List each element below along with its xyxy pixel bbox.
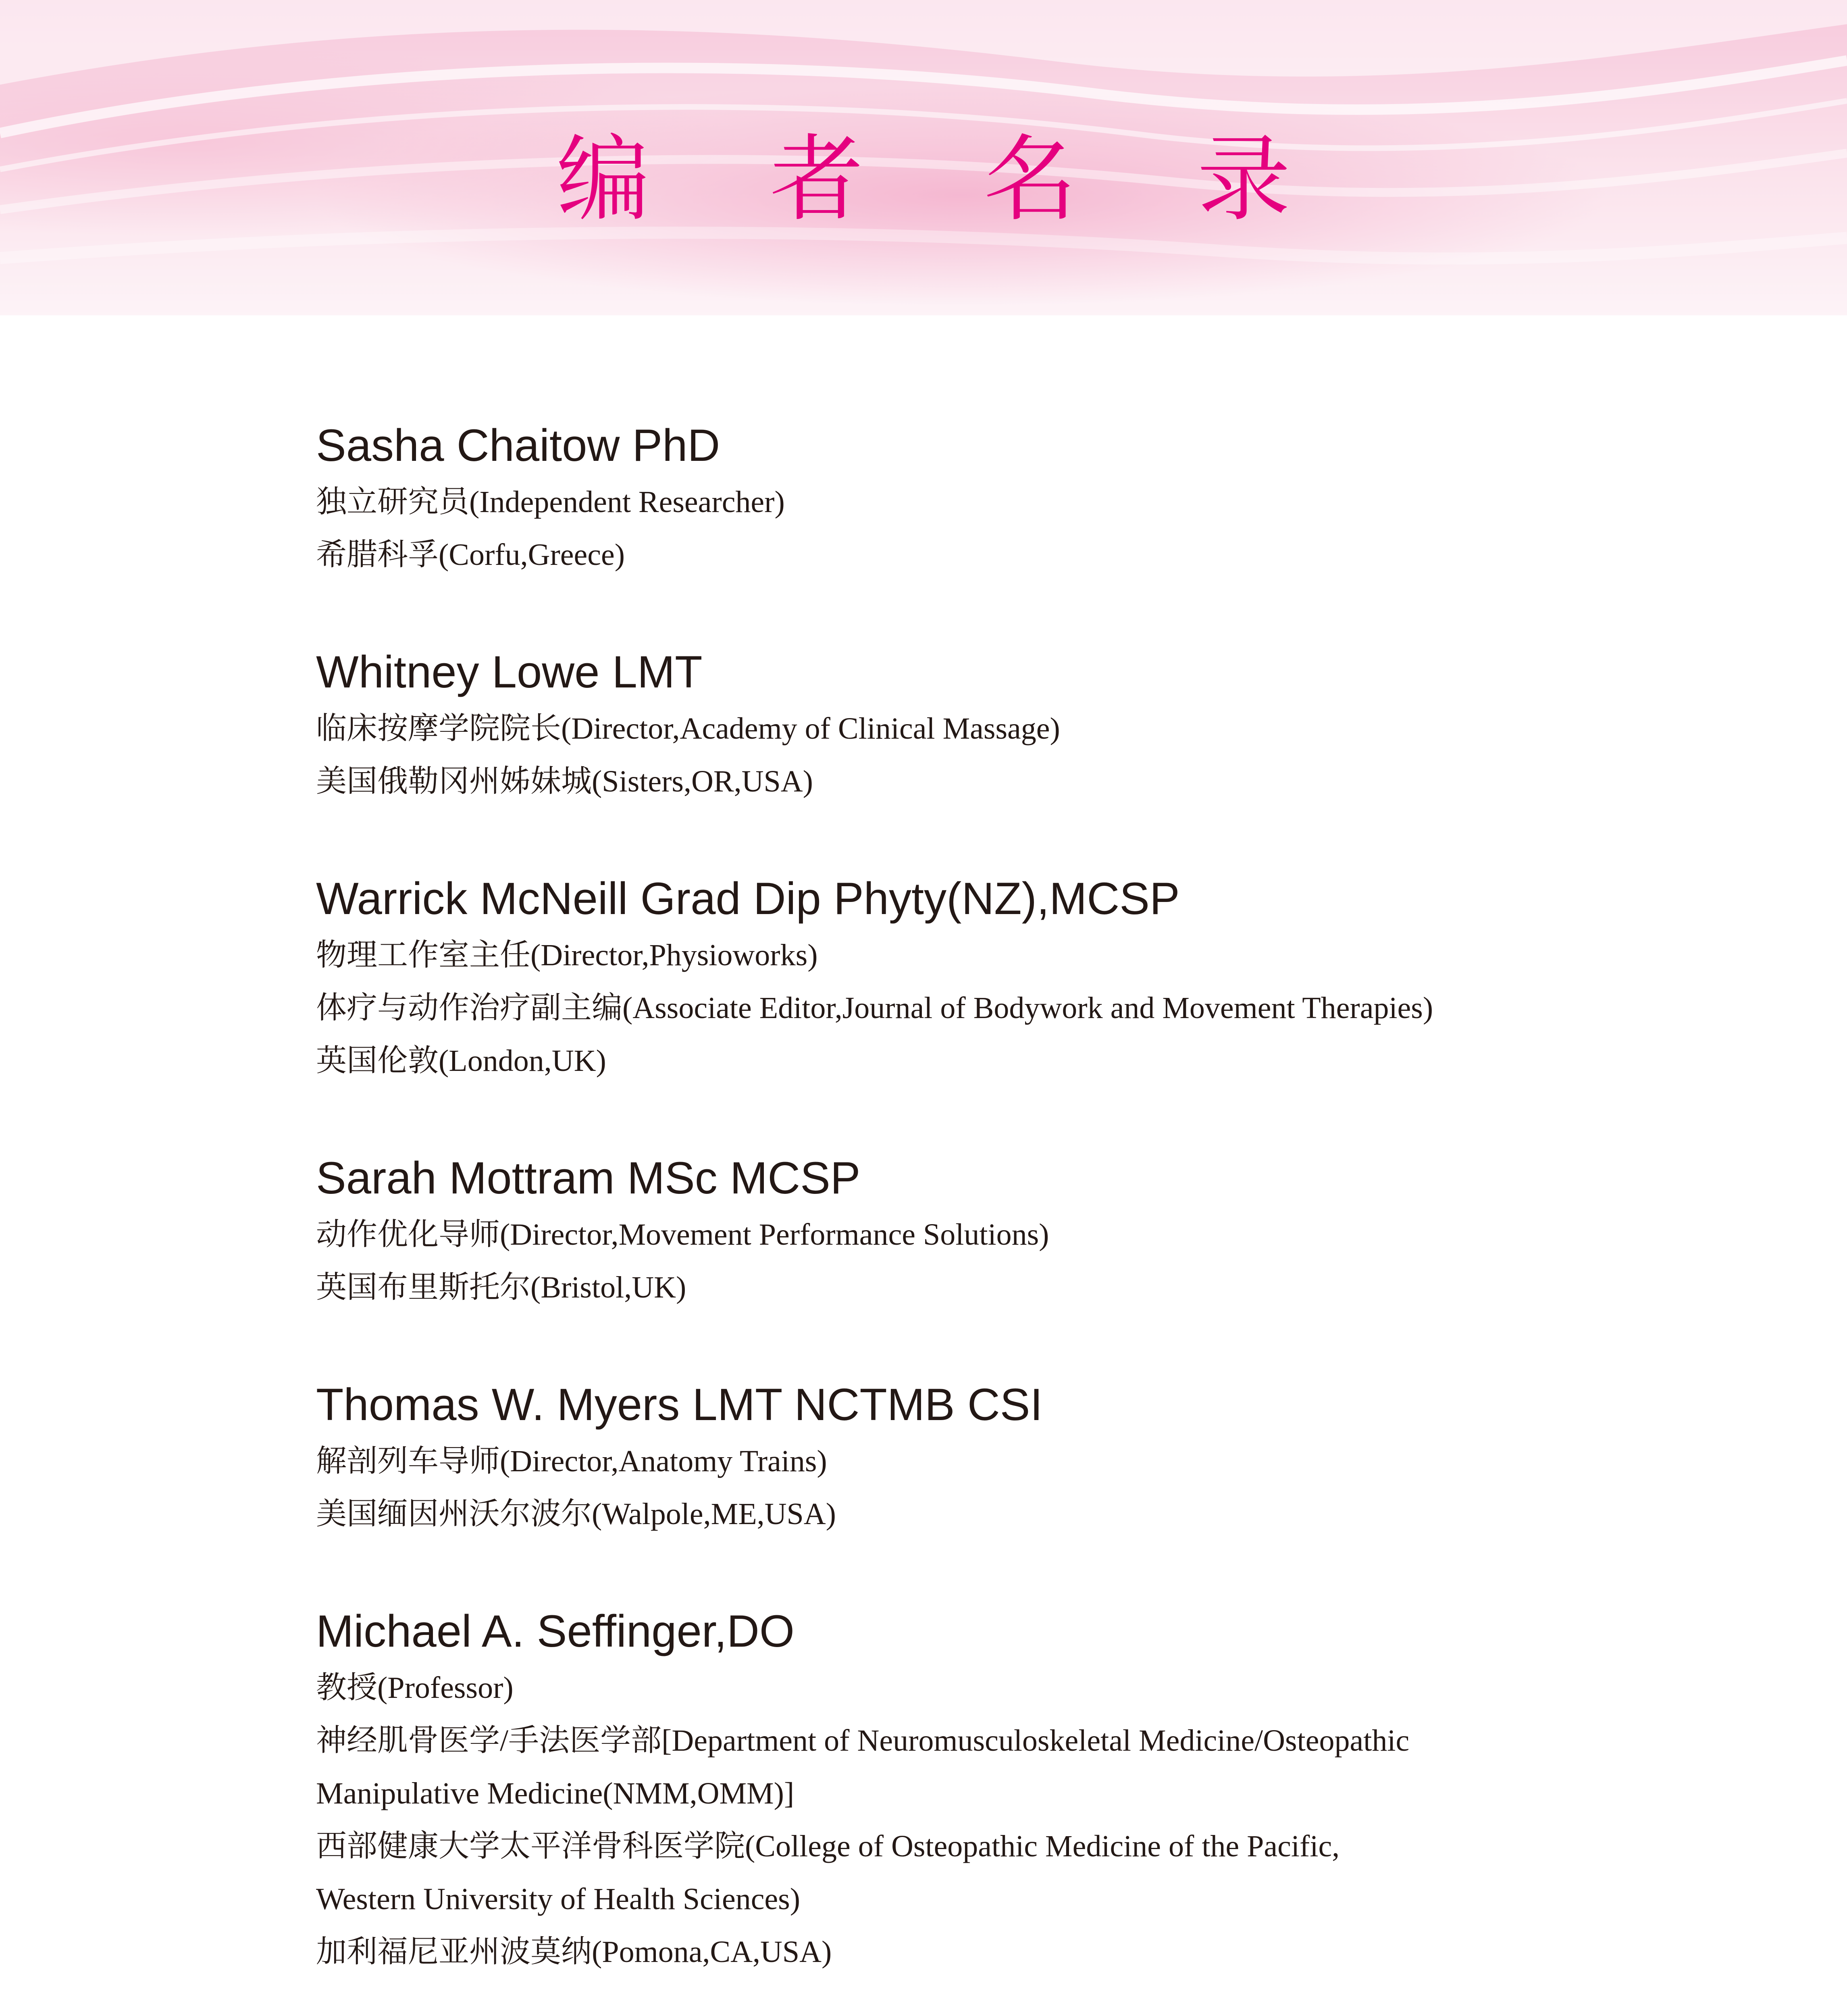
contributor-detail: 美国俄勒冈州姊妹城(Sisters,OR,USA) xyxy=(316,764,813,798)
contributor-entry xyxy=(316,642,1646,808)
contributor-detail: 英国伦敦(London,UK) xyxy=(316,1044,606,1078)
contributor-detail: Manipulative Medicine(NMM,OMM)] xyxy=(316,1776,795,1810)
contributor-detail: 希腊科孚(Corfu,Greece) xyxy=(316,538,625,572)
contributor-detail: 神经肌骨医学/手法医学部[Department of Neuromusculoskeletal Medicine/Osteopathic xyxy=(316,1724,1410,1758)
contributor-name: Thomas W. Myers LMT NCTMB CSI xyxy=(316,1379,1043,1430)
contributor-detail: 临床按摩学院院长(Director,Academy of Clinical Massage) xyxy=(316,712,1060,746)
contributor-detail: 教授(Professor) xyxy=(316,1671,514,1705)
contributor-detail: 西部健康大学太平洋骨科医学院(College of Osteopathic Medicine of the Pacific, xyxy=(316,1829,1340,1863)
contributor-name: Warrick McNeill Grad Dip Phyty(NZ),MCSP xyxy=(316,873,1180,924)
contributor-detail: 解剖列车导师(Director,Anatomy Trains) xyxy=(316,1444,827,1478)
contributor-list xyxy=(316,415,1646,1979)
contributor-entry xyxy=(316,1601,1646,1979)
contributor-entry xyxy=(316,1148,1646,1314)
contributor-detail: 物理工作室主任(Director,Physioworks) xyxy=(316,938,818,972)
contributor-name: Sarah Mottram MSc MCSP xyxy=(316,1153,861,1203)
contributor-detail: 动作优化导师(Director,Movement Performance Solutions) xyxy=(316,1218,1049,1252)
contributor-detail: Western University of Health Sciences) xyxy=(316,1882,801,1916)
contributor-name: Michael A. Seffinger,DO xyxy=(316,1606,795,1656)
contributor-entry xyxy=(316,415,1646,581)
contributor-entry xyxy=(316,868,1646,1087)
contributor-detail: 美国缅因州沃尔波尔(Walpole,ME,USA) xyxy=(316,1497,836,1531)
contributor-detail: 英国布里斯托尔(Bristol,UK) xyxy=(316,1270,686,1304)
contributor-name: Whitney Lowe LMT xyxy=(316,647,703,697)
page-title: 编 者 名 录 xyxy=(556,125,1336,234)
contributor-detail: 独立研究员(Independent Researcher) xyxy=(316,485,785,519)
contributor-detail: 体疗与动作治疗副主编(Associate Editor,Journal of Bodywork and Movement Therapies) xyxy=(316,991,1433,1025)
contributor-detail: 加利福尼亚州波莫纳(Pomona,CA,USA) xyxy=(316,1935,832,1969)
contributor-name: Sasha Chaitow PhD xyxy=(316,420,720,471)
contributor-entry xyxy=(316,1375,1646,1541)
